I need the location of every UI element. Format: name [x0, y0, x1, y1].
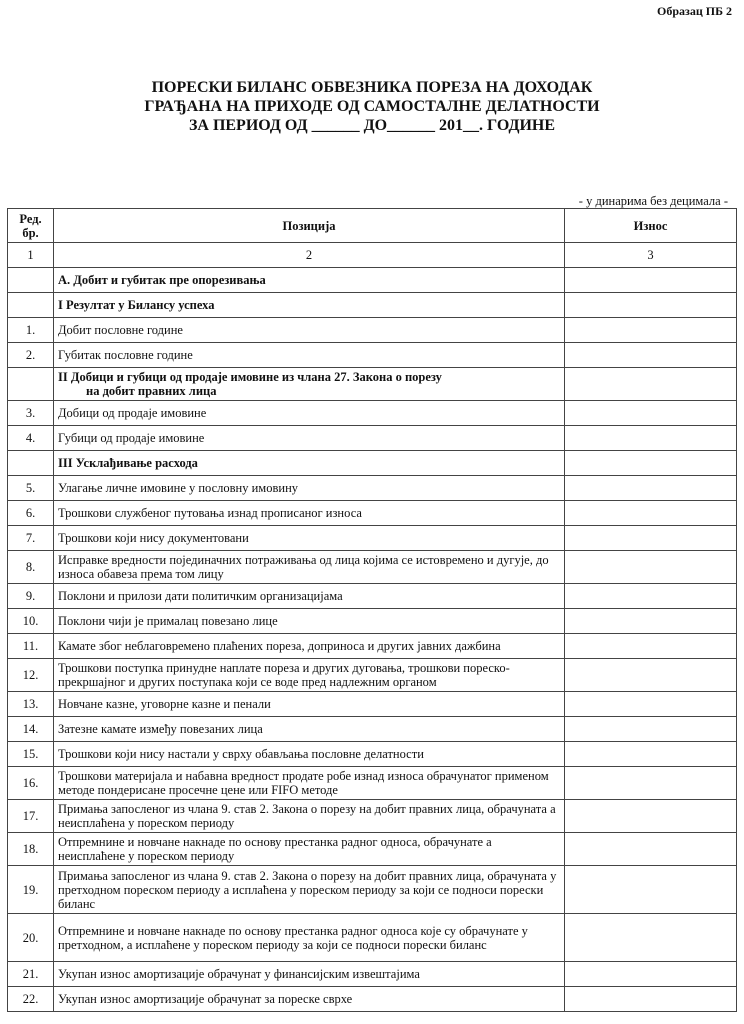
section-row — [8, 293, 737, 318]
table-row — [8, 692, 737, 717]
empty-cell — [8, 268, 54, 293]
row-text: Трошкови поступка принудне наплате пореза и других дуговања, трошкови порескопрекршајног и других поступака који се воде пред надлежним органом — [54, 659, 565, 692]
table-row — [8, 634, 737, 659]
row-text: Исправке вредности појединачних потраживања од лица којима се истовремено и дугује, до износа обавеза према том лицу — [54, 551, 565, 584]
row-number: 15. — [8, 742, 54, 767]
table-row — [8, 767, 737, 800]
row-number: 1. — [8, 318, 54, 343]
row-text: Трошкови који нису настали у сврху обављања пословне делатности — [54, 742, 565, 767]
amount-cell[interactable] — [565, 318, 737, 343]
section-row — [8, 268, 737, 293]
section-2-title-line-1: II Добици и губици од продаје имовине из члана 27. Закона о порезу — [58, 370, 442, 384]
column-number-2: 2 — [54, 243, 565, 268]
table-header-row — [8, 209, 737, 243]
row-text: Добит пословне године — [54, 318, 565, 343]
table-row — [8, 866, 737, 914]
row-text: Трошкови који нису документовани — [54, 526, 565, 551]
row-number: 11. — [8, 634, 54, 659]
table-row — [8, 426, 737, 451]
row-text: Губици од продаје имовине — [54, 426, 565, 451]
empty-cell — [8, 293, 54, 318]
row-text: Трошкови материјала и набавна вредност продате робе изнад износа обрачунатог применом методе пондерисане просечне цене или FIFO методе — [54, 767, 565, 800]
row-number: 2. — [8, 343, 54, 368]
table-row — [8, 962, 737, 987]
amount-cell[interactable] — [565, 609, 737, 634]
row-number: 17. — [8, 800, 54, 833]
amount-cell[interactable] — [565, 634, 737, 659]
section-3-title: III Усклађивање расхода — [54, 451, 565, 476]
table-row — [8, 501, 737, 526]
row-text: Улагање личне имовине у пословну имовину — [54, 476, 565, 501]
amount-cell[interactable] — [565, 987, 737, 1012]
section-2-title — [54, 368, 565, 401]
amount-cell[interactable] — [565, 833, 737, 866]
row-text: Отпремнине и новчане накнаде по основу престанка радног односа које су обрачунате у претходном, а исплаћене у пореском периоду за који се подноси порески биланс — [54, 914, 565, 962]
row-text: Трошкови службеног путовања изнад прописаног износа — [54, 501, 565, 526]
amount-cell[interactable] — [565, 767, 737, 800]
row-number: 7. — [8, 526, 54, 551]
amount-cell[interactable] — [565, 866, 737, 914]
row-text: Поклони и прилози дати политичким организацијама — [54, 584, 565, 609]
row-text: Затезне камате између повезаних лица — [54, 717, 565, 742]
row-number: 4. — [8, 426, 54, 451]
amount-cell[interactable] — [565, 476, 737, 501]
row-text: Камате због неблаговремено плаћених пореза, доприноса и других јавних дажбина — [54, 634, 565, 659]
table-row — [8, 584, 737, 609]
row-text: Добици од продаје имовине — [54, 401, 565, 426]
header-row-number: Ред. бр. — [8, 209, 54, 243]
column-number-3: 3 — [565, 243, 737, 268]
row-number: 22. — [8, 987, 54, 1012]
row-text: Губитак пословне године — [54, 343, 565, 368]
table-row — [8, 318, 737, 343]
row-number: 19. — [8, 866, 54, 914]
amount-cell[interactable] — [565, 551, 737, 584]
table-row — [8, 800, 737, 833]
table-row — [8, 526, 737, 551]
currency-unit-note: - у динарима без децимала - — [578, 194, 728, 208]
amount-cell[interactable] — [565, 526, 737, 551]
amount-cell[interactable] — [565, 914, 737, 962]
table-row — [8, 609, 737, 634]
column-number-row — [8, 243, 737, 268]
table-row — [8, 551, 737, 584]
table-row — [8, 717, 737, 742]
row-number: 20. — [8, 914, 54, 962]
row-number: 14. — [8, 717, 54, 742]
amount-cell[interactable] — [565, 962, 737, 987]
row-number: 3. — [8, 401, 54, 426]
section-2-title-line-2: на добит правних лица — [86, 384, 217, 398]
table-row — [8, 987, 737, 1012]
row-number: 21. — [8, 962, 54, 987]
empty-cell — [8, 368, 54, 401]
row-text: Укупан износ амортизације обрачунат у финансијским извештајима — [54, 962, 565, 987]
row-number: 5. — [8, 476, 54, 501]
amount-cell[interactable] — [565, 401, 737, 426]
amount-cell[interactable] — [565, 368, 737, 401]
header-position: Позиција — [54, 209, 565, 243]
row-number: 16. — [8, 767, 54, 800]
row-text: Поклони чији је прималац повезано лице — [54, 609, 565, 634]
title-line-1: ПОРЕСКИ БИЛАНС ОБВЕЗНИКА ПОРЕЗА НА ДОХОДАК — [151, 79, 593, 96]
amount-cell[interactable] — [565, 343, 737, 368]
table-row — [8, 401, 737, 426]
row-number: 12. — [8, 659, 54, 692]
amount-cell[interactable] — [565, 451, 737, 476]
row-number: 9. — [8, 584, 54, 609]
table-row — [8, 343, 737, 368]
title-line-3: ЗА ПЕРИОД ОД ______ ДО______ 201__. ГОДИНЕ — [188, 117, 556, 134]
amount-cell[interactable] — [565, 800, 737, 833]
amount-cell[interactable] — [565, 268, 737, 293]
document-title — [0, 78, 744, 135]
amount-cell[interactable] — [565, 584, 737, 609]
amount-cell[interactable] — [565, 717, 737, 742]
column-number-1: 1 — [8, 243, 54, 268]
row-number: 18. — [8, 833, 54, 866]
amount-cell[interactable] — [565, 659, 737, 692]
header-amount: Износ — [565, 209, 737, 243]
form-code: Образац ПБ 2 — [656, 4, 732, 18]
row-text: Новчане казне, уговорне казне и пенали — [54, 692, 565, 717]
row-text: Примања запосленог из члана 9. став 2. Закона о порезу на добит правних лица, обрачуната у претходном пореском периоду а исплаћена у пореском периоду за који се подноси порески биланс — [54, 866, 565, 914]
amount-cell[interactable] — [565, 293, 737, 318]
row-text: Отпремнине и новчане накнаде по основу престанка радног односа, обрачунате а неисплаћене у пореском периоду — [54, 833, 565, 866]
row-number: 6. — [8, 501, 54, 526]
title-line-2: ГРАЂАНА НА ПРИХОДЕ ОД САМОСТАЛНЕ ДЕЛАТНОСТИ — [144, 98, 600, 115]
table-row — [8, 833, 737, 866]
table-row — [8, 659, 737, 692]
table-row — [8, 914, 737, 962]
row-text: Примања запосленог из члана 9. став 2. Закона о порезу на добит правних лица, обрачуната а неисплаћена у пореском периоду — [54, 800, 565, 833]
table-row — [8, 742, 737, 767]
row-number: 13. — [8, 692, 54, 717]
tax-balance-table — [7, 208, 737, 1012]
table-row — [8, 476, 737, 501]
amount-cell[interactable] — [565, 742, 737, 767]
amount-cell[interactable] — [565, 426, 737, 451]
section-1-title: I Резултат у Билансу успеха — [54, 293, 565, 318]
amount-cell[interactable] — [565, 501, 737, 526]
section-row — [8, 451, 737, 476]
amount-cell[interactable] — [565, 692, 737, 717]
section-a-title: А. Добит и губитак пре опорезивања — [54, 268, 565, 293]
empty-cell — [8, 451, 54, 476]
row-number: 8. — [8, 551, 54, 584]
row-number: 10. — [8, 609, 54, 634]
row-text: Укупан износ амортизације обрачунат за пореске сврхе — [54, 987, 565, 1012]
section-row — [8, 368, 737, 401]
